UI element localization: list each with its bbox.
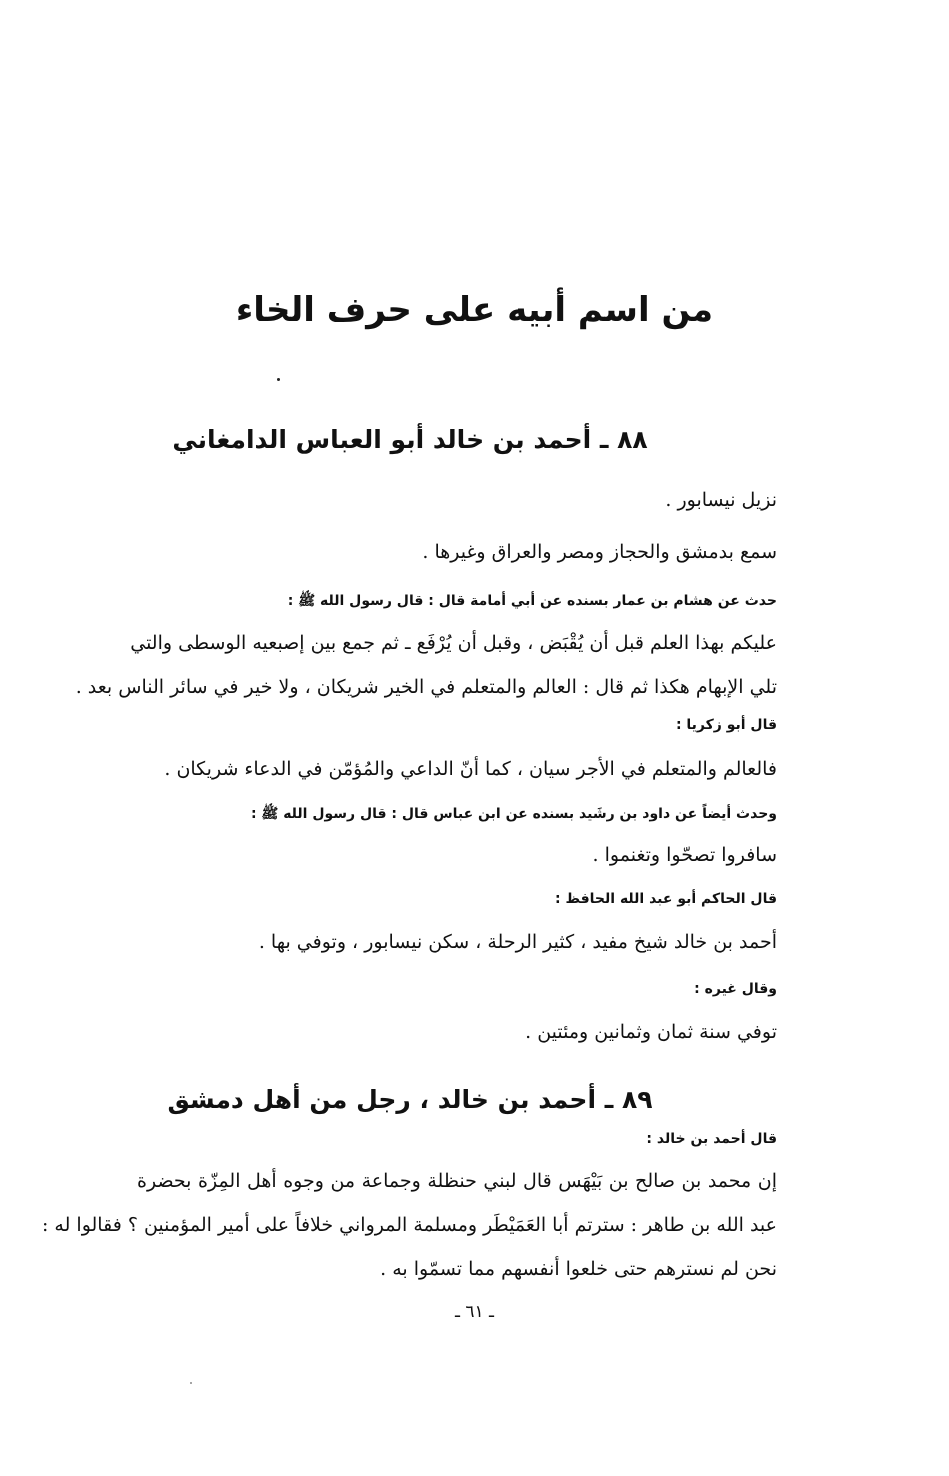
ink-speck	[277, 378, 280, 381]
entry-88-line-8: وحدث أيضاً عن داود بن رشَيد بسنده عن ابن عباس قال : قال رسول الله ﷺ :	[250, 806, 777, 822]
chapter-title: من اسم أبيه على حرف الخاء	[235, 290, 714, 330]
entry-88-line-4: عليكم بهذا العلم قبل أن يُقْبَض ، وقبل أن يُرْفَع ـ ثم جمع بين إصبعيه الوسطى والتي	[130, 632, 777, 654]
entry-89-line-2: إن محمد بن صالح بن بَيْهَس قال لبني حنظلة وجماعة من وجوه أهل المِزّة بحضرة	[137, 1170, 777, 1192]
entry-89-line-3: عبد الله بن طاهر : سترتم أبا العَمَيْطَر ومسلمة المرواني خلافاً على أمير المؤمنين ؟ فقالوا له :	[41, 1214, 777, 1236]
page-number: ـ ٦١ ـ	[454, 1302, 495, 1322]
entry-88-line-13: توفي سنة ثمان وثمانين ومئتين .	[525, 1021, 777, 1043]
entry-88-line-1: نزيل نيسابور .	[665, 489, 777, 511]
entry-88-line-9: سافروا تصحّوا وتغنموا .	[592, 844, 777, 866]
entry-88-line-6: قال أبو زكريا :	[675, 717, 777, 733]
entry-88-line-2: سمع بدمشق والحجاز ومصر والعراق وغيرها .	[422, 541, 777, 563]
entry-88-line-3: حدث عن هشام بن عمار بسنده عن أبي أمامة قال : قال رسول الله ﷺ :	[287, 593, 777, 609]
entry-88-line-11: أحمد بن خالد شيخ مفيد ، كثير الرحلة ، سكن نيسابور ، وتوفي بها .	[258, 931, 777, 953]
ink-speck	[190, 1382, 192, 1384]
entry-88-heading: ٨٨ ـ أحمد بن خالد أبو العباس الدامغاني	[172, 425, 648, 454]
entry-89-heading: ٨٩ ـ أحمد بن خالد ، رجل من أهل دمشق	[167, 1085, 653, 1114]
entry-88-line-12: وقال غيره :	[694, 981, 777, 997]
entry-88-line-5: تلي الإبهام هكذا ثم قال : العالم والمتعلم في الخير شريكان ، ولا خير في سائر الناس بعد .	[75, 676, 777, 698]
entry-89-line-4: نحن لم نسترهم حتى خلعوا أنفسهم مما تسمّوا به .	[380, 1258, 777, 1280]
entry-89-line-1: قال أحمد بن خالد :	[646, 1131, 777, 1147]
entry-88-line-7: فالعالم والمتعلم في الأجر سيان ، كما أنّ الداعي والمُؤمّن في الدعاء شريكان .	[164, 758, 777, 780]
entry-88-line-10: قال الحاكم أبو عبد الله الحافظ :	[555, 891, 777, 907]
